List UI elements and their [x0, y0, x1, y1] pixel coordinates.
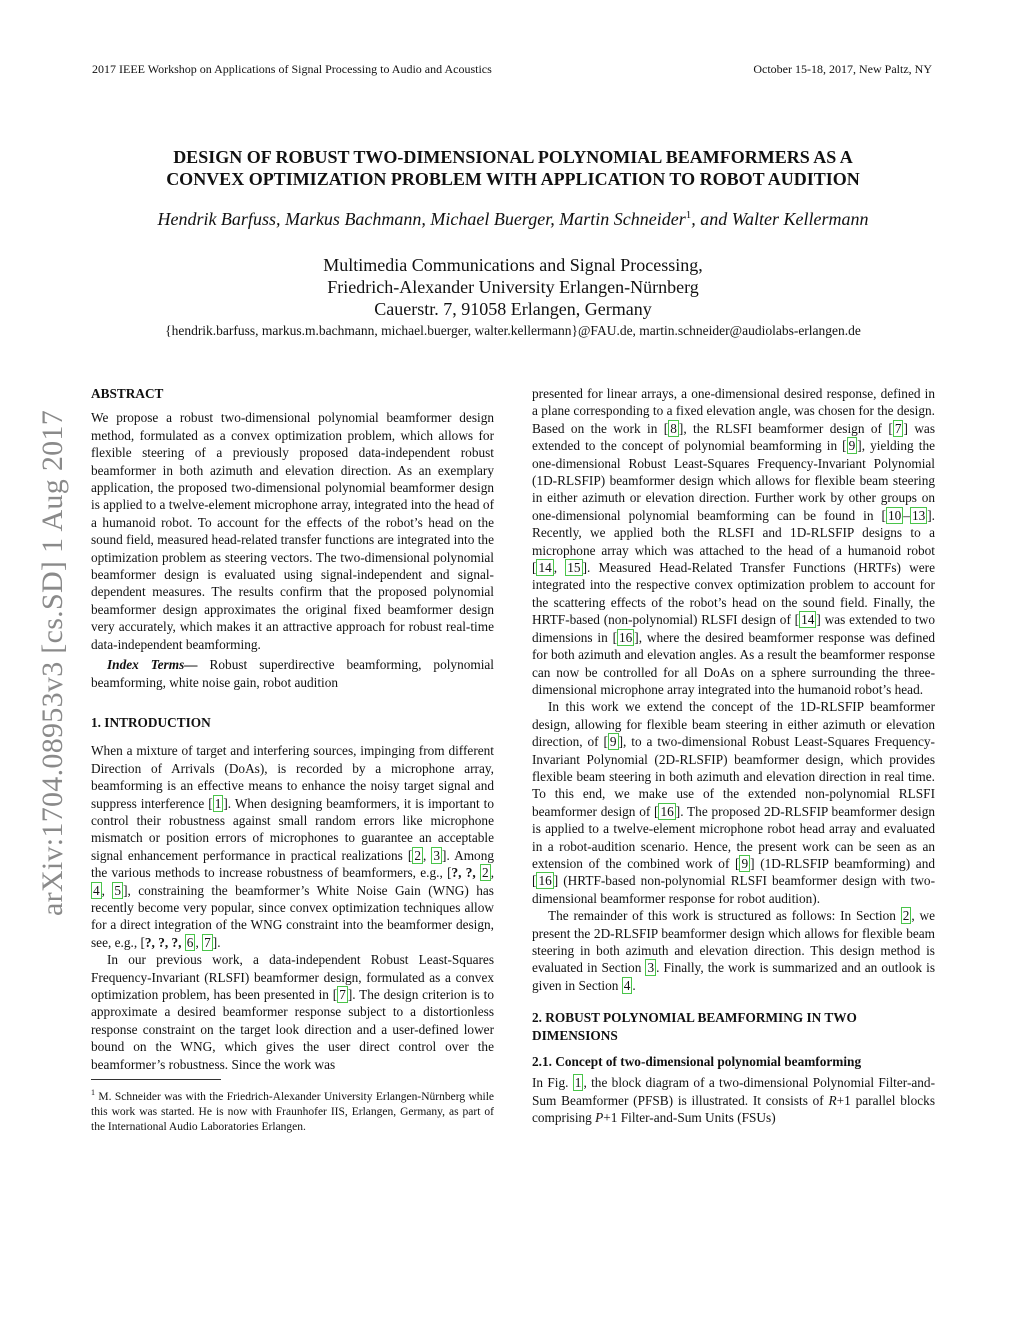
- unresolved-citation: ?, ?,: [451, 865, 481, 881]
- running-header-left: 2017 IEEE Workshop on Applications of Signal Processing to Audio and Acoustics: [92, 62, 492, 76]
- citation-link[interactable]: 2: [414, 847, 421, 863]
- citation-link[interactable]: 5: [114, 882, 122, 898]
- citation-link[interactable]: 2: [482, 865, 489, 881]
- abstract-text: We propose a robust two-dimensional polynomial beamformer design method, formulated as a convex optimization problem, which allows for flexible steering of a previously proposed data-independent robust beamformer in both azimuth and elevation direction. As an exemplary application, the proposed two-dimensional polynomial beamformer design is applied to a twelve-element microphone array, integrated into the head of a humanoid robot. To account for the effects of the robot’s head on the sound field, measured head-related transfer functions are integrated into the optimization problem as steering vectors. The two-dimensional polynomial beamformer design is evaluated using signal-independent and signal-dependent measures. The results confirm that the proposed polynomial beamformer design approximates the original fixed beamformer design very accurately, which makes it an attractive approach for robust real-time data-independent beamforming.: [91, 410, 494, 652]
- intro-paragraph-1: When a mixture of target and interfering sources, impinging from different Direction of Arrivals (DoAs), is recorded by a microphone array, beamforming is an effective means to enhance the noisy target signal and suppress interference [ 1 ]. When designing beamformers, it is important to control their robustness against small random errors like microphone mismatch or position errors of microphones to guarantee an acceptable signal enhancement performance in practical realizations [ 2 , 3 ]. Among the various methods to increase robustness of beamformers, e.g., [?, ?, 2 , 4 , 5 ], constraining the beamformer’s White Noise Gain (WNG) has recently become very popular, since convex optimization techniques allow for a direct integration of the WNG constraint into the beamformer design, see, e.g., [?, ?, ?, 6 , 7 ].: [91, 743, 495, 950]
- affiliation-line-2: Friedrich-Alexander University Erlangen-Nürnberg: [327, 277, 699, 297]
- section-2-heading: 2. ROBUST POLYNOMIAL BEAMFORMING IN TWO DIMENSIONS: [532, 1010, 857, 1043]
- paper-title: [92, 146, 934, 190]
- footnote-rule: [91, 1079, 221, 1080]
- citation-link[interactable]: 7: [204, 934, 211, 950]
- footnote: $^1$ M. Schneider was with the Friedrich-Alexander University Erlangen-Nürnberg while this work was started. He is now with Fraunhofer IIS, Erlangen, Germany, as part of the International Audio Laboratories Erlangen.: [91, 1088, 494, 1133]
- citation-link[interactable]: 16: [660, 803, 674, 819]
- unresolved-citation: ?, ?, ?,: [144, 934, 185, 950]
- math-P: P: [595, 1110, 604, 1126]
- index-terms: [91, 656, 494, 691]
- right-paragraph-1: presented for linear arrays, a one-dimensional desired response, defined in a plane corresponding to a fixed elevation angle, was chosen for the design. Based on the work in [ 8 ], the RLSFI beamformer design of [ 7 ] was extended to the concept of polynomial beamforming in [ 9 ], yielding the one-dimensional Robust Least-Squares Frequency-Invariant Polynomial (1D-RLSFIP) beamformer design which allows for flexible beam steering in either azimuth or elevation direction. Further work by other groups on one-dimensional polynomial beamforming can be found in [ 10 – 13 ]. Recently, we applied both the RLSFI and 1D-RLSFIP designs to a microphone array which was attached to the head of a humanoid robot [ 14 , 15 ]. Measured Head-Related Transfer Functions (HRTFs) were integrated into the respective convex optimization problem to account for the scattering effects of the robot’s head on the sound field. Finally, the HRTF-based (non-polynomial) RLSFI design of [ 14 ] was extended to two dimensions in [ 16 ], where the desired beamformer response was defined for both azimuth and elevation angles. As a result the beamformer response can now be controlled for all DoAs on a sphere surrounding the three-dimensional microphone array integrated into the humanoid robot’s head.: [532, 386, 936, 697]
- citation-link[interactable]: 16: [619, 629, 633, 645]
- intro-heading: 1. INTRODUCTION: [91, 714, 211, 730]
- citation-link[interactable]: 13: [911, 507, 926, 523]
- citation-link[interactable]: 4: [93, 882, 100, 898]
- citation-link[interactable]: 3: [433, 847, 441, 863]
- citation-link[interactable]: 16: [538, 873, 552, 889]
- citation-link[interactable]: 14: [538, 560, 552, 576]
- affiliation: [92, 254, 934, 320]
- affiliation-line-1: Multimedia Communications and Signal Processing,: [323, 255, 703, 275]
- arxiv-stamp: arXiv:1704.08953v3 [cs.SD] 1 Aug 2017: [36, 409, 69, 917]
- author-emails: {hendrik.barfuss, markus.m.bachmann, michael.buerger, walter.kellermann}@FAU.de, martin.schneider@audiolabs-erlangen.de: [165, 323, 861, 338]
- right-paragraph-2: In this work we extend the concept of the 1D-RLSFIP beamformer design, allowing for flexible beam steering in either azimuth or elevation direction, of [ 9 ], to a two-dimensional Robust Least-Squares Frequency-Invariant Polynomial (2D-RLSFIP) beamformer design, which provides flexible beam steering in both azimuth and elevation direction in real time. To this end, we make use of the extended non-polynomial RLSFI beamformer design of [ 16 ]. The proposed 2D-RLSFIP beamformer design is applied to a twelve-element microphone robot head array and evaluated in a robot-audition scenario. Hence, the present work can be seen as an extension of the combined work of [ 9 ] (1D-RLSFIP beamforming) and [ 16 ] (HRTF-based non-polynomial RLSFI beamformer design with two-dimensional beamformer response for robot audition).: [532, 699, 935, 906]
- running-header-right: October 15-18, 2017, New Paltz, NY: [753, 62, 932, 76]
- right-paragraph-4: In Fig. 1 , the block diagram of a two-dimensional Polynomial Filter-and-Sum Beamformer (PFSB) is illustrated. It consists of R+1 parallel blocks comprising P+1 Filter-and-Sum Units (FSUs): [532, 1075, 935, 1126]
- citation-link[interactable]: 1: [214, 795, 222, 811]
- author-footnote-mark: 1: [685, 209, 692, 221]
- subsection-2-1-heading: 2.1. Concept of two-dimensional polynomial beamforming: [532, 1054, 862, 1070]
- section-link[interactable]: 3: [647, 960, 655, 976]
- title-line-1: DESIGN OF ROBUST TWO-DIMENSIONAL POLYNOMIAL BEAMFORMERS AS A: [173, 147, 853, 167]
- authors-part-2: , and Walter Kellermann: [691, 209, 869, 229]
- authors-part-1: Hendrik Barfuss, Markus Bachmann, Michael Buerger, Martin Schneider: [157, 209, 686, 229]
- citation-link[interactable]: 7: [894, 420, 902, 436]
- citation-link[interactable]: 15: [567, 560, 581, 576]
- citation-link[interactable]: 9: [848, 438, 856, 454]
- citation-link[interactable]: 14: [801, 612, 815, 628]
- citation-link[interactable]: 9: [741, 855, 749, 871]
- abstract-heading: ABSTRACT: [91, 386, 164, 401]
- citation-link[interactable]: 6: [186, 934, 194, 950]
- author-list: [92, 209, 934, 230]
- citation-link[interactable]: 7: [339, 987, 346, 1002]
- index-terms-text: Robust superdirective beamforming, polynomial beamforming, white noise gain, robot audition: [91, 657, 494, 690]
- figure-link[interactable]: 1: [574, 1075, 582, 1091]
- math-R: R: [828, 1092, 837, 1108]
- right-column: [532, 385, 935, 1127]
- citation-link[interactable]: 8: [670, 420, 677, 436]
- footnote-mark: 1: [91, 1088, 95, 1098]
- affiliation-line-3: Cauerstr. 7, 91058 Erlangen, Germany: [374, 299, 652, 319]
- section-link[interactable]: 2: [902, 908, 910, 924]
- citation-link[interactable]: 9: [609, 734, 617, 750]
- section-link[interactable]: 4: [623, 977, 631, 993]
- index-terms-label: Index Terms—: [107, 657, 198, 673]
- right-paragraph-3: The remainder of this work is structured as follows: In Section 2 , we present the 2D-RLSFIP beamformer design which allows for flexible beam steering in both azimuth and elevation direction. This design method is evaluated in Section 3 . Finally, the work is summarized and an outlook is given in Section 4 .: [532, 908, 935, 993]
- title-line-2: CONVEX OPTIMIZATION PROBLEM WITH APPLICATION TO ROBOT AUDITION: [166, 169, 860, 189]
- intro-paragraph-2: In our previous work, a data-independent Robust Least-Squares Frequency-Invariant (RLSFI) beamformer design, formulated as a convex optimization problem, has been presented in [ 7 ]. The design criterion is to approximate a desired beamformer response subject to a distortionless response constraint on the target look direction and a user-defined lower bound on the WNG, which gives the user direct control over the beamformer’s robustness. Since the work was: [91, 952, 494, 1072]
- citation-link[interactable]: 10: [887, 507, 902, 523]
- left-column: [91, 385, 494, 1135]
